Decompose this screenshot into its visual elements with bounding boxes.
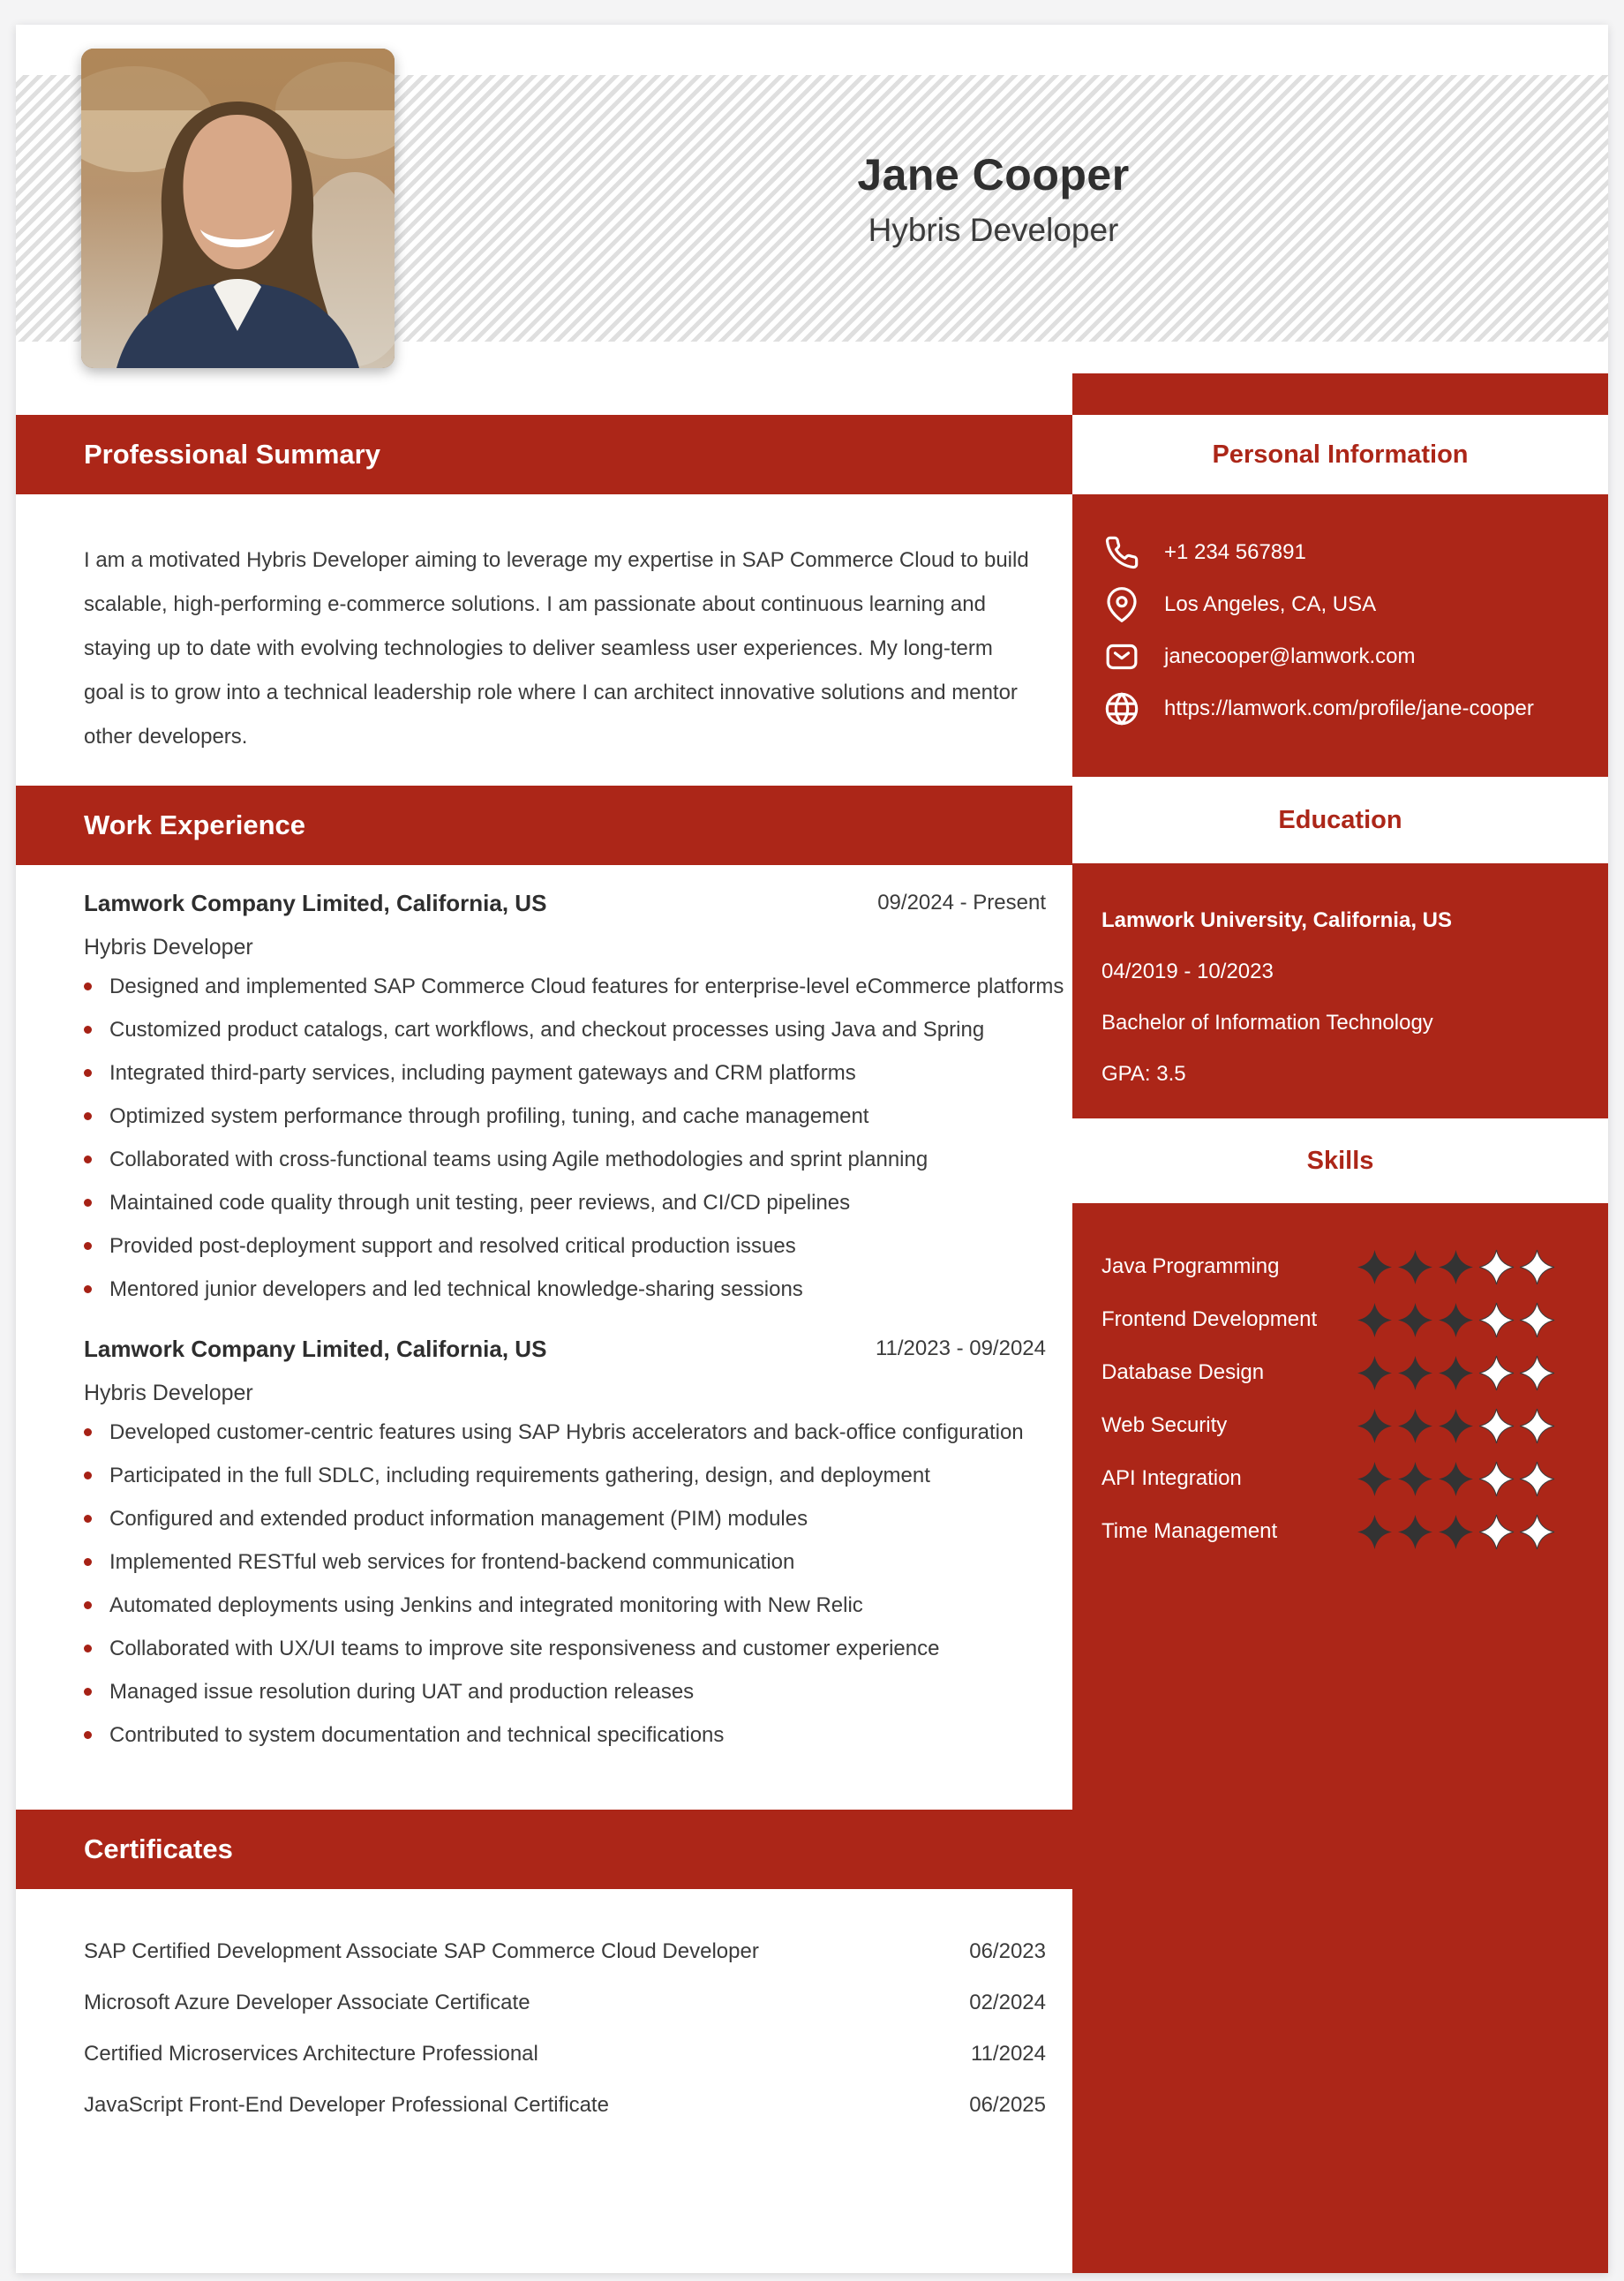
sidebar xyxy=(1072,373,1608,2273)
skill-row xyxy=(1101,1505,1555,1558)
job-dates: 09/2024 - Present xyxy=(877,891,1046,915)
certificate-name: JavaScript Front-End Developer Professional Certificate xyxy=(84,2093,609,2117)
job-bullet-item: Managed issue resolution during UAT and production releases xyxy=(84,1670,1072,1713)
job-bullet-list xyxy=(16,1411,1072,1757)
skills-heading: Skills xyxy=(1072,1118,1608,1203)
skill-diamond-icon xyxy=(1519,1461,1555,1497)
skill-name: Time Management xyxy=(1101,1519,1278,1543)
job-bullet-item: Collaborated with UX/UI teams to improve site responsiveness and customer experience xyxy=(84,1627,1072,1670)
contact-row-website xyxy=(1104,682,1590,734)
certificate-row xyxy=(16,2029,1072,2080)
skill-name: Frontend Development xyxy=(1101,1307,1318,1331)
email-address[interactable]: janecooper@lamwork.com xyxy=(1164,644,1416,668)
job-bullet-item: Contributed to system documentation and technical specifications xyxy=(84,1713,1072,1757)
job-bullet-list xyxy=(16,965,1072,1311)
education-dates: 04/2019 - 10/2023 xyxy=(1101,960,1274,983)
job-entry xyxy=(16,1336,1072,1757)
sidebar-top-strip xyxy=(1072,373,1608,415)
skill-diamond-icon xyxy=(1519,1355,1555,1391)
skill-level-indicator xyxy=(1357,1408,1555,1444)
job-bullet-item: Mentored junior developers and led technical knowledge-sharing sessions xyxy=(84,1268,1072,1311)
job-bullet-item: Maintained code quality through unit testing, peer reviews, and CI/CD pipelines xyxy=(84,1181,1072,1224)
skill-diamond-icon xyxy=(1438,1302,1474,1338)
skill-name: Database Design xyxy=(1101,1360,1265,1384)
skill-diamond-icon xyxy=(1438,1408,1474,1444)
certificate-name: SAP Certified Development Associate SAP Commerce Cloud Developer xyxy=(84,1939,759,1963)
job-company: Lamwork Company Limited, California, US xyxy=(84,1335,547,1362)
job-bullet-item: Implemented RESTful web services for frontend-backend communication xyxy=(84,1540,1072,1584)
education-degree: Bachelor of Information Technology xyxy=(1101,1011,1433,1035)
phone-icon xyxy=(1104,535,1139,570)
skill-diamond-icon xyxy=(1519,1302,1555,1338)
skill-diamond-icon xyxy=(1438,1514,1474,1550)
header-identity xyxy=(379,148,1608,251)
skill-level-indicator xyxy=(1357,1514,1555,1550)
summary-section-banner xyxy=(16,415,1072,494)
certificates-section-banner xyxy=(16,1810,1072,1889)
personal-info-heading: Personal Information xyxy=(1072,415,1608,494)
education-heading: Education xyxy=(1072,777,1608,863)
skill-diamond-icon xyxy=(1478,1355,1515,1391)
email-icon xyxy=(1104,639,1139,674)
skill-level-indicator xyxy=(1357,1461,1555,1497)
skill-row xyxy=(1101,1399,1555,1452)
contact-row-location xyxy=(1104,578,1590,630)
skill-row xyxy=(1101,1293,1555,1346)
skill-diamond-icon xyxy=(1397,1302,1433,1338)
certificate-name: Certified Microservices Architecture Professional xyxy=(84,2042,538,2066)
skill-diamond-icon xyxy=(1438,1461,1474,1497)
summary-heading: Professional Summary xyxy=(84,439,380,470)
profile-photo xyxy=(81,49,395,368)
job-bullet-item: Automated deployments using Jenkins and integrated monitoring with New Relic xyxy=(84,1584,1072,1627)
skill-diamond-icon xyxy=(1397,1408,1433,1444)
certificate-list xyxy=(16,1926,1072,2131)
job-dates: 11/2023 - 09/2024 xyxy=(875,1336,1046,1360)
person-name: Jane Cooper xyxy=(857,150,1130,199)
job-role: Hybris Developer xyxy=(84,1380,253,1405)
skill-diamond-icon xyxy=(1478,1302,1515,1338)
skill-diamond-icon xyxy=(1478,1514,1515,1550)
skill-level-indicator xyxy=(1357,1302,1555,1338)
skills-block xyxy=(1072,1203,1608,2273)
job-bullet-item: Participated in the full SDLC, including requirements gathering, design, and deployment xyxy=(84,1454,1072,1497)
skill-diamond-icon xyxy=(1397,1461,1433,1497)
skill-diamond-icon xyxy=(1357,1514,1393,1550)
person-job-title: Hybris Developer xyxy=(868,212,1119,248)
profile-url[interactable]: https://lamwork.com/profile/jane-cooper xyxy=(1164,696,1534,720)
education-gpa: GPA: 3.5 xyxy=(1101,1062,1186,1086)
skill-diamond-icon xyxy=(1519,1249,1555,1285)
skill-level-indicator xyxy=(1357,1249,1555,1285)
education-school: Lamwork University, California, US xyxy=(1101,908,1452,932)
skill-level-indicator xyxy=(1357,1355,1555,1391)
skill-row xyxy=(1101,1346,1555,1399)
location-icon xyxy=(1104,587,1139,622)
experience-section-banner xyxy=(16,786,1072,865)
job-company: Lamwork Company Limited, California, US xyxy=(84,889,547,916)
certificate-date: 06/2025 xyxy=(969,2093,1046,2117)
certificate-date: 06/2023 xyxy=(969,1939,1046,1963)
skill-diamond-icon xyxy=(1357,1355,1393,1391)
certificate-name: Microsoft Azure Developer Associate Certificate xyxy=(84,1991,530,2014)
certificate-row xyxy=(16,2080,1072,2131)
main-column xyxy=(16,415,1072,2131)
globe-icon xyxy=(1104,691,1139,726)
skill-diamond-icon xyxy=(1438,1249,1474,1285)
skill-name: API Integration xyxy=(1101,1466,1242,1490)
job-role: Hybris Developer xyxy=(84,934,253,960)
job-header-row xyxy=(16,890,1072,916)
skill-row xyxy=(1101,1452,1555,1505)
resume-page xyxy=(16,25,1608,2273)
skill-diamond-icon xyxy=(1397,1514,1433,1550)
job-bullet-item: Provided post-deployment support and resolved critical production issues xyxy=(84,1224,1072,1268)
job-header-row xyxy=(16,1336,1072,1362)
skill-diamond-icon xyxy=(1519,1514,1555,1550)
contact-row-phone xyxy=(1104,526,1590,578)
contact-row-email xyxy=(1104,630,1590,682)
education-block xyxy=(1072,863,1608,1118)
experience-heading: Work Experience xyxy=(84,809,305,840)
location-text: Los Angeles, CA, USA xyxy=(1164,591,1377,616)
skill-diamond-icon xyxy=(1357,1408,1393,1444)
skill-diamond-icon xyxy=(1519,1408,1555,1444)
skill-diamond-icon xyxy=(1357,1461,1393,1497)
certificate-date: 11/2024 xyxy=(971,2042,1046,2066)
summary-paragraph: I am a motivated Hybris Developer aiming to leverage my expertise in SAP Commerce Cloud to build scalable, high-performing e-commerce solutions. I am passionate about continuous learning and staying up to date with evolving technologies to deliver seamless user experiences. My long-term goal is to grow into a technical leadership role where I can architect innovative solutions and mentor other developers. xyxy=(84,548,1029,749)
skill-row xyxy=(1101,1240,1555,1293)
skill-diamond-icon xyxy=(1478,1249,1515,1285)
skill-diamond-icon xyxy=(1357,1249,1393,1285)
job-bullet-item: Optimized system performance through profiling, tuning, and cache management xyxy=(84,1095,1072,1138)
job-bullet-item: Collaborated with cross-functional teams using Agile methodologies and sprint planning xyxy=(84,1138,1072,1181)
skill-diamond-icon xyxy=(1397,1355,1433,1391)
skill-name: Web Security xyxy=(1101,1413,1228,1437)
skill-diamond-icon xyxy=(1478,1461,1515,1497)
contact-block xyxy=(1072,494,1608,777)
phone-number: +1 234 567891 xyxy=(1164,539,1306,564)
skill-diamond-icon xyxy=(1397,1249,1433,1285)
certificate-row xyxy=(16,1977,1072,2029)
skill-diamond-icon xyxy=(1357,1302,1393,1338)
job-bullet-item: Integrated third-party services, including payment gateways and CRM platforms xyxy=(84,1051,1072,1095)
job-bullet-item: Designed and implemented SAP Commerce Cloud features for enterprise-level eCommerce platforms xyxy=(84,965,1072,1008)
skill-name: Java Programming xyxy=(1101,1254,1280,1278)
certificate-date: 02/2024 xyxy=(969,1991,1046,2014)
skill-diamond-icon xyxy=(1478,1408,1515,1444)
job-bullet-item: Configured and extended product information management (PIM) modules xyxy=(84,1497,1072,1540)
certificate-row xyxy=(16,1926,1072,1977)
job-entry xyxy=(16,890,1072,1311)
profile-photo-placeholder xyxy=(81,49,395,368)
skill-diamond-icon xyxy=(1438,1355,1474,1391)
job-bullet-item: Customized product catalogs, cart workflows, and checkout processes using Java and Spring xyxy=(84,1008,1072,1051)
job-bullet-item: Developed customer-centric features using SAP Hybris accelerators and back-office configuration xyxy=(84,1411,1072,1454)
certificates-heading: Certificates xyxy=(84,1833,233,1864)
